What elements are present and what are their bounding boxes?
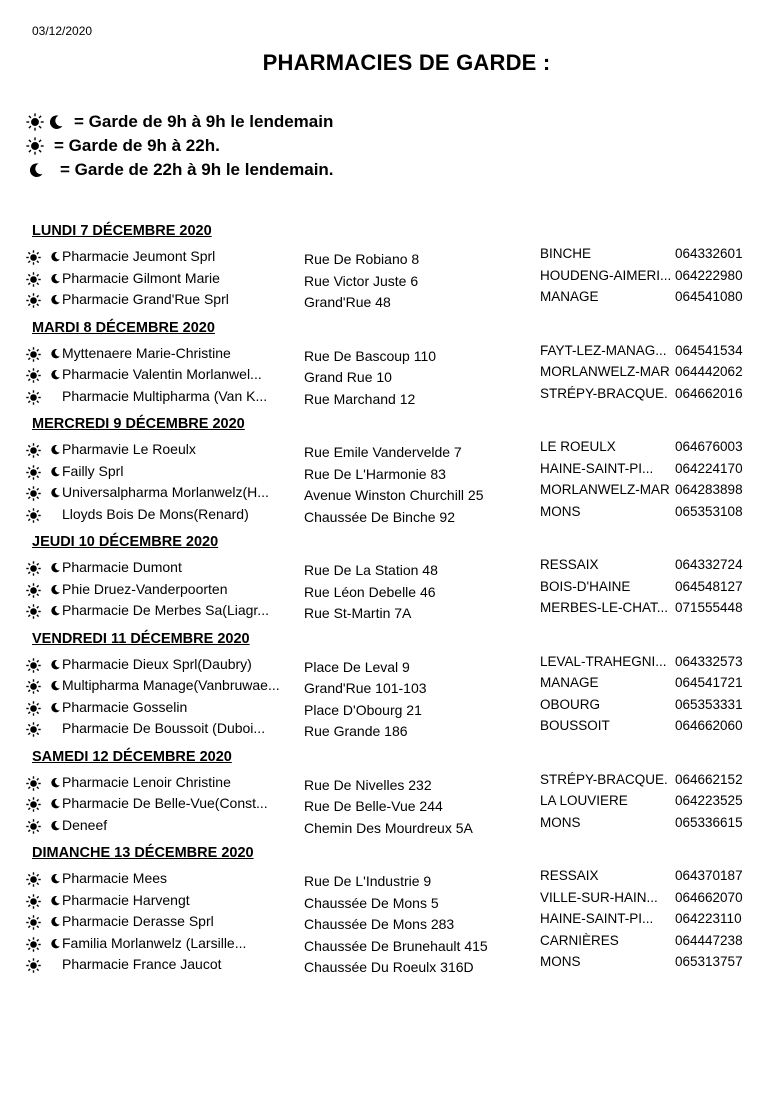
pharmacy-row xyxy=(0,675,773,697)
pharmacy-street: Place De Leval 9 xyxy=(304,658,410,675)
pharmacy-city: RESSAIX xyxy=(540,557,599,572)
pharmacy-row xyxy=(0,954,773,976)
pharmacy-name: Pharmacie Valentin Morlanwel... xyxy=(62,366,262,382)
pharmacy-phone: 064442062 xyxy=(675,364,743,379)
pharmacy-phone: 065353331 xyxy=(675,696,743,712)
pharmacy-name: Pharmacie De Boussoit (Duboi... xyxy=(62,720,266,736)
pharmacy-name: Universalpharma Morlanwelz(H... xyxy=(62,484,269,500)
pharmacy-city: CARNIÈRES xyxy=(540,932,619,948)
pharmacy-street: Grand Rue 10 xyxy=(304,369,392,385)
pharmacy-street: Grand'Rue 48 xyxy=(304,294,391,310)
pharmacy-phone: 064676003 xyxy=(675,439,743,454)
moon-icon xyxy=(50,603,61,619)
pharmacy-row xyxy=(0,933,773,955)
pharmacy-city: MONS xyxy=(540,954,581,969)
moon-icon xyxy=(50,485,61,501)
moon-icon xyxy=(50,249,61,265)
pharmacy-street: Rue Grande 186 xyxy=(304,723,408,739)
pharmacy-name: Pharmacie De Merbes Sa(Liagr... xyxy=(62,602,269,618)
pharmacy-row xyxy=(0,364,773,386)
day-header: SAMEDI 12 DÉCEMBRE 2020 xyxy=(32,748,232,765)
pharmacy-city: RESSAIX xyxy=(540,868,599,883)
pharmacy-phone: 064224170 xyxy=(675,460,743,476)
sun-icon xyxy=(26,894,41,912)
sun-icon xyxy=(26,701,41,719)
pharmacy-row xyxy=(0,579,773,601)
pharmacy-street: Rue De Bascoup 110 xyxy=(304,347,437,364)
pharmacy-name: Pharmacie Gosselin xyxy=(62,698,188,715)
pharmacy-city: LEVAL-TRAHEGNI... xyxy=(540,653,667,669)
sun-icon xyxy=(26,113,44,131)
moon-icon xyxy=(50,678,61,694)
day-header: LUNDI 7 DÉCEMBRE 2020 xyxy=(32,223,212,239)
sun-icon xyxy=(26,583,41,601)
pharmacy-row xyxy=(0,289,773,311)
pharmacy-city: MANAGE xyxy=(540,675,599,690)
pharmacy-city: HAINE-SAINT-PI... xyxy=(540,460,654,476)
pharmacy-row xyxy=(0,343,773,365)
day-header: VENDREDI 11 DÉCEMBRE 2020 xyxy=(32,630,250,647)
pharmacy-city: LA LOUVIERE xyxy=(540,793,628,808)
day-section xyxy=(0,628,773,740)
sun-icon xyxy=(26,347,41,365)
pharmacy-phone: 064370187 xyxy=(675,868,743,883)
pharmacy-row xyxy=(0,772,773,794)
pharmacy-phone: 064662016 xyxy=(675,385,743,401)
day-header: MARDI 8 DÉCEMBRE 2020 xyxy=(32,319,215,336)
pharmacy-name: Pharmacie Multipharma (Van K... xyxy=(62,387,268,404)
pharmacy-name: Pharmacie Derasse Sprl xyxy=(62,913,214,929)
pharmacy-street: Rue Léon Debelle 46 xyxy=(304,583,436,600)
pharmacy-street: Rue De Nivelles 232 xyxy=(304,776,432,793)
sun-icon xyxy=(26,561,41,579)
moon-icon xyxy=(50,560,61,576)
pharmacy-row xyxy=(0,461,773,483)
moon-icon xyxy=(50,657,61,673)
pharmacy-street: Chaussée De Mons 5 xyxy=(304,894,439,911)
pharmacy-street: Place D'Obourg 21 xyxy=(304,701,422,718)
sun-icon xyxy=(26,797,41,815)
pharmacy-row xyxy=(0,600,773,622)
sun-icon xyxy=(26,368,41,386)
pharmacy-name: Pharmacie De Belle-Vue(Const... xyxy=(62,795,268,811)
sun-icon xyxy=(26,722,41,740)
day-section xyxy=(0,220,773,311)
pharmacy-city: STRÉPY-BRACQUE. xyxy=(540,385,668,401)
day-section xyxy=(0,413,773,525)
pharmacy-street: Rue De L'Industrie 9 xyxy=(304,873,432,889)
pharmacy-phone: 064223525 xyxy=(675,793,743,808)
pharmacy-row xyxy=(0,697,773,719)
pharmacy-row xyxy=(0,911,773,933)
pharmacy-city: MANAGE xyxy=(540,289,599,304)
pharmacy-phone: 064222980 xyxy=(675,267,743,283)
pharmacy-name: Failly Sprl xyxy=(62,462,124,479)
day-section xyxy=(0,317,773,408)
day-section xyxy=(0,842,773,976)
pharmacy-street: Avenue Winston Churchill 25 xyxy=(304,487,484,503)
pharmacy-phone: 064662070 xyxy=(675,889,743,905)
pharmacy-name: Pharmacie Gilmont Marie xyxy=(62,269,220,286)
pharmacy-phone: 064541534 xyxy=(675,342,743,358)
day-section xyxy=(0,746,773,837)
pharmacy-row xyxy=(0,439,773,461)
pharmacy-street: Rue Victor Juste 6 xyxy=(304,272,419,289)
sun-icon xyxy=(26,679,41,697)
pharmacy-city: MONS xyxy=(540,814,581,830)
moon-icon xyxy=(50,292,61,308)
pharmacy-street: Rue St-Martin 7A xyxy=(304,605,412,621)
moon-icon xyxy=(48,114,64,130)
sun-icon xyxy=(26,776,41,794)
pharmacy-phone: 064223110 xyxy=(675,911,742,926)
pharmacy-row xyxy=(0,482,773,504)
pharmacy-name: Familia Morlanwelz (Larsille... xyxy=(62,934,247,951)
day-section xyxy=(0,531,773,622)
pharmacy-phone: 065336615 xyxy=(675,814,743,830)
moon-icon xyxy=(50,346,61,362)
pharmacy-phone: 064283898 xyxy=(675,482,743,497)
pharmacy-row xyxy=(0,868,773,890)
pharmacy-phone: 065353108 xyxy=(675,503,743,519)
moon-icon xyxy=(50,700,61,716)
day-header: DIMANCHE 13 DÉCEMBRE 2020 xyxy=(32,845,254,861)
sun-icon xyxy=(26,486,41,504)
moon-icon xyxy=(50,775,61,791)
sun-icon xyxy=(26,390,41,408)
pharmacy-street: Rue De L'Harmonie 83 xyxy=(304,465,446,482)
sun-icon xyxy=(26,958,41,976)
day-header: JEUDI 10 DÉCEMBRE 2020 xyxy=(32,534,219,550)
moon-icon xyxy=(50,442,61,458)
sun-icon xyxy=(26,819,41,837)
moon-icon xyxy=(50,582,61,598)
pharmacy-city: STRÉPY-BRACQUE. xyxy=(540,771,668,787)
pharmacy-city: FAYT-LEZ-MANAG... xyxy=(540,342,667,358)
print-date: 03/12/2020 xyxy=(32,24,93,38)
pharmacy-phone: 064332724 xyxy=(675,557,743,572)
sun-icon xyxy=(26,293,41,311)
sun-icon xyxy=(26,137,44,155)
pharmacy-phone: 071555448 xyxy=(675,600,743,615)
sun-icon xyxy=(26,465,41,483)
pharmacy-name: Pharmacie Dieux Sprl(Daubry) xyxy=(62,655,252,672)
pharmacy-city: BOIS-D'HAINE xyxy=(540,578,631,594)
pharmacy-city: MERBES-LE-CHAT... xyxy=(540,600,669,615)
pharmacy-city: HOUDENG-AIMERI... xyxy=(540,267,672,283)
pharmacy-name: Pharmacie Mees xyxy=(62,870,168,886)
pharmacy-city: BINCHE xyxy=(540,246,592,261)
pharmacy-phone: 064447238 xyxy=(675,932,743,948)
pharmacy-street: Chaussée De Brunehault 415 xyxy=(304,937,488,954)
moon-icon xyxy=(50,271,61,287)
pharmacy-phone: 064332573 xyxy=(675,653,743,669)
moon-icon xyxy=(50,367,61,383)
pharmacy-phone: 064332601 xyxy=(675,246,743,261)
sun-icon xyxy=(26,937,41,955)
sun-icon xyxy=(26,443,41,461)
sun-icon xyxy=(26,915,41,933)
legend-row-day-night xyxy=(26,110,334,134)
pharmacy-city: BOUSSOIT xyxy=(540,718,610,733)
pharmacy-street: Chaussée Du Roeulx 316D xyxy=(304,959,474,975)
pharmacy-phone: 064662152 xyxy=(675,771,743,787)
pharmacy-phone: 064541721 xyxy=(675,675,743,690)
pharmacy-name: Pharmacie Harvengt xyxy=(62,891,190,908)
pharmacy-city: VILLE-SUR-HAIN... xyxy=(540,889,658,905)
page-title: PHARMACIES DE GARDE : xyxy=(262,50,551,75)
pharmacy-row xyxy=(0,268,773,290)
pharmacy-name: Pharmacie Lenoir Christine xyxy=(62,773,231,790)
pharmacy-row xyxy=(0,504,773,526)
pharmacy-city: MORLANWELZ-MAR xyxy=(540,364,670,379)
pharmacy-name: Phie Druez-Vanderpoorten xyxy=(62,580,228,597)
moon-icon xyxy=(28,162,44,178)
pharmacy-name: Deneef xyxy=(62,816,108,833)
pharmacy-street: Rue De Robiano 8 xyxy=(304,251,420,267)
pharmacy-street: Rue Emile Vandervelde 7 xyxy=(304,444,462,460)
moon-icon xyxy=(50,893,61,909)
pharmacy-row xyxy=(0,654,773,676)
day-header: MERCREDI 9 DÉCEMBRE 2020 xyxy=(32,416,245,432)
moon-icon xyxy=(50,796,61,812)
moon-icon xyxy=(50,818,61,834)
pharmacy-name: Pharmacie Grand'Rue Sprl xyxy=(62,291,229,307)
moon-icon xyxy=(50,871,61,887)
pharmacy-row xyxy=(0,386,773,408)
pharmacy-row xyxy=(0,890,773,912)
pharmacy-street: Grand'Rue 101-103 xyxy=(304,680,427,696)
pharmacy-row xyxy=(0,557,773,579)
pharmacy-name: Pharmavie Le Roeulx xyxy=(62,441,196,457)
pharmacy-name: Pharmacie France Jaucot xyxy=(62,956,222,972)
sun-icon xyxy=(26,508,41,526)
legend-text: = Garde de 22h à 9h le lendemain. xyxy=(60,160,334,179)
pharmacy-phone: 065313757 xyxy=(675,954,743,969)
pharmacy-city: LE ROEULX xyxy=(540,439,616,454)
pharmacy-row xyxy=(0,718,773,740)
pharmacy-name: Pharmacie Jeumont Sprl xyxy=(62,248,216,264)
pharmacy-street: Chaussée De Mons 283 xyxy=(304,916,455,932)
moon-icon xyxy=(50,936,61,952)
pharmacy-city: MONS xyxy=(540,503,581,519)
pharmacy-name: Pharmacie Dumont xyxy=(62,559,182,575)
pharmacy-name: Multipharma Manage(Vanbruwae... xyxy=(62,677,280,693)
sun-icon xyxy=(26,250,41,268)
moon-icon xyxy=(50,914,61,930)
schedule xyxy=(0,220,773,982)
pharmacy-row xyxy=(0,793,773,815)
pharmacy-city: HAINE-SAINT-PI... xyxy=(540,911,654,926)
legend-row-night xyxy=(26,158,334,182)
pharmacy-street: Chemin Des Mourdreux 5A xyxy=(304,819,473,836)
pharmacy-street: Rue De La Station 48 xyxy=(304,562,438,578)
legend-text: = Garde de 9h à 9h le lendemain xyxy=(74,112,334,131)
pharmacy-phone: 064541080 xyxy=(675,289,743,304)
sun-icon xyxy=(26,604,41,622)
sun-icon xyxy=(26,872,41,890)
pharmacy-street: Rue De Belle-Vue 244 xyxy=(304,798,443,814)
sun-icon xyxy=(26,272,41,290)
pharmacy-street: Chaussée De Binche 92 xyxy=(304,508,455,525)
pharmacy-name: Myttenaere Marie-Christine xyxy=(62,344,231,361)
pharmacy-city: OBOURG xyxy=(540,696,601,712)
moon-icon xyxy=(50,464,61,480)
pharmacy-street: Rue Marchand 12 xyxy=(304,390,416,407)
pharmacy-phone: 064548127 xyxy=(675,578,743,594)
sun-icon xyxy=(26,658,41,676)
pharmacy-city: MORLANWELZ-MAR xyxy=(540,482,670,497)
pharmacy-phone: 064662060 xyxy=(675,718,743,733)
pharmacy-name: Lloyds Bois De Mons(Renard) xyxy=(62,505,249,522)
pharmacy-row xyxy=(0,246,773,268)
legend xyxy=(26,110,334,182)
pharmacy-row xyxy=(0,815,773,837)
legend-row-day xyxy=(26,134,334,158)
legend-text: = Garde de 9h à 22h. xyxy=(54,136,220,155)
